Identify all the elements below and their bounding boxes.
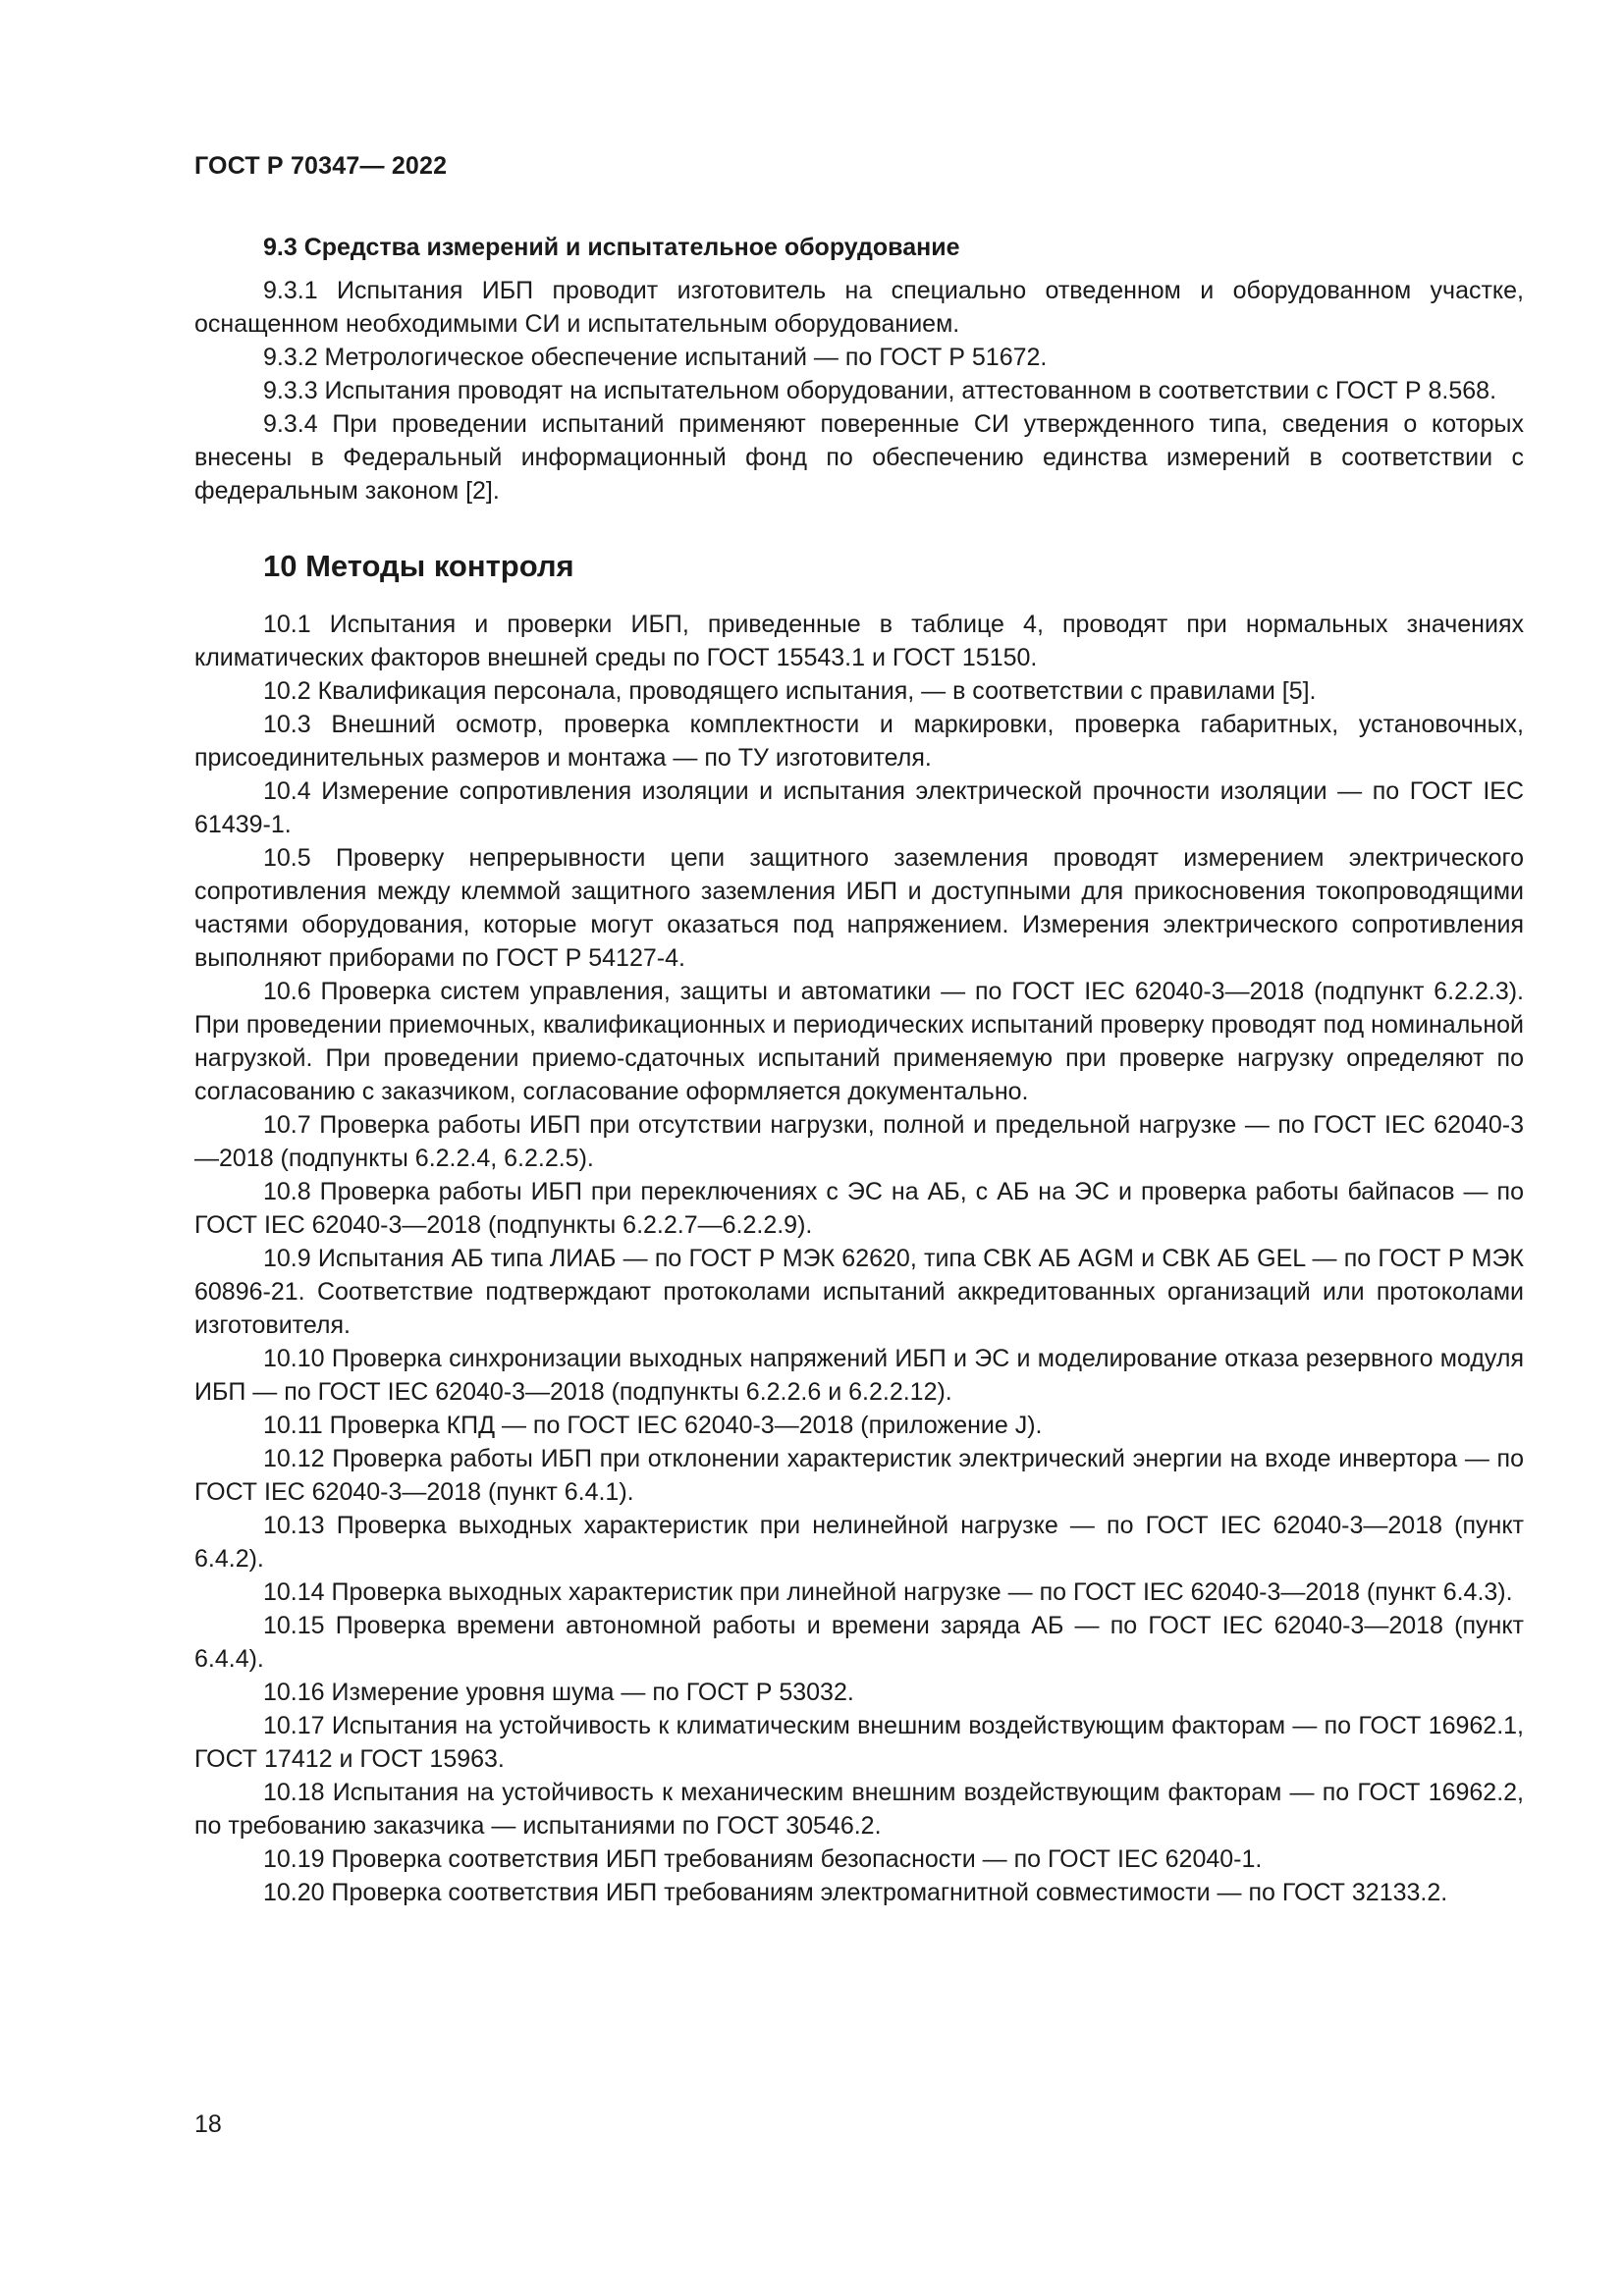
paragraph: 10.8 Проверка работы ИБП при переключениях с ЭС на АБ, с АБ на ЭС и проверка работы байпасов — по ГОСТ IEC 62040-3—2018 (подпункты 6.2.2.7—6.2.2.9). xyxy=(194,1178,1524,1239)
paragraph: 9.3.2 Метрологическое обеспечение испытаний — по ГОСТ Р 51672. xyxy=(263,344,1048,371)
paragraph: 10.4 Измерение сопротивления изоляции и испытания электрической прочности изоляции — по ГОСТ IEC 61439-1. xyxy=(194,777,1524,838)
paragraph: 10.11 Проверка КПД — по ГОСТ IEC 62040-3—2018 (приложение J). xyxy=(263,1412,1043,1439)
paragraph: 10.20 Проверка соответствия ИБП требованиям электромагнитной совместимости — по ГОСТ 32133.2. xyxy=(263,1879,1448,1906)
standard-code-header: ГОСТ Р 70347— 2022 xyxy=(194,152,448,180)
paragraph: 10.10 Проверка синхронизации выходных напряжений ИБП и ЭС и моделирование отказа резервного модуля ИБП — по ГОСТ IEC 62040-3—2018 (подпункты 6.2.2.6 и 6.2.2.12). xyxy=(194,1345,1524,1406)
page-number: 18 xyxy=(194,2110,222,2138)
paragraph: 10.6 Проверка систем управления, защиты и автоматики — по ГОСТ IEC 62040-3—2018 (подпункт 6.2.2.3). При проведении приемочных, квалификационных и периодических испытаний проверку проводят под номинальной нагрузкой. При проведении приемо-сдаточных испытаний применяемую при проверке нагрузку определяют по согласованию с заказчиком, согласование оформляется документально. xyxy=(194,978,1524,1105)
paragraph: 10.7 Проверка работы ИБП при отсутствии нагрузки, полной и предельной нагрузке — по ГОСТ IEC 62040-3—2018 (подпункты 6.2.2.4, 6.2.2.5). xyxy=(194,1111,1524,1172)
paragraph: 10.12 Проверка работы ИБП при отклонении характеристик электрический энергии на входе инвертора — по ГОСТ IEC 62040-3—2018 (пункт 6.4.1). xyxy=(194,1445,1524,1506)
paragraph: 10.9 Испытания АБ типа ЛИАБ — по ГОСТ Р МЭК 62620, типа СВК АБ AGM и СВК АБ GEL — по ГОСТ Р МЭК 60896-21. Соответствие подтверждают протоколами испытаний аккредитованных организаций или протоколами изготовителя. xyxy=(194,1245,1524,1339)
paragraph: 9.3.4 При проведении испытаний применяют поверенные СИ утвержденного типа, сведения о которых внесены в Федеральный информационный фонд по обеспечению единства измерений в соответствии с федеральным законом [2]. xyxy=(194,410,1524,505)
paragraph: 10.15 Проверка времени автономной работы и времени заряда АБ — по ГОСТ IEC 62040-3—2018 (пункт 6.4.4). xyxy=(194,1612,1524,1673)
paragraph: 10.19 Проверка соответствия ИБП требованиям безопасности — по ГОСТ IEC 62040-1. xyxy=(263,1845,1263,1873)
paragraph: 10.18 Испытания на устойчивость к механическим внешним воздействующим факторам — по ГОСТ 16962.2, по требованию заказчика — испытаниями по ГОСТ 30546.2. xyxy=(194,1779,1524,1840)
paragraph: 10.5 Проверку непрерывности цепи защитного заземления проводят измерением электрического сопротивления между клеммой защитного заземления ИБП и доступными для прикосновения токопроводящими частями оборудования, которые могут оказаться под напряжением. Измерения электрического сопротивления выполняют приборами по ГОСТ Р 54127-4. xyxy=(194,844,1524,972)
paragraph: 10.17 Испытания на устойчивость к климатическим внешним воздействующим факторам — по ГОСТ 16962.1, ГОСТ 17412 и ГОСТ 15963. xyxy=(194,1712,1524,1773)
paragraph: 10.1 Испытания и проверки ИБП, приведенные в таблице 4, проводят при нормальных значениях климатических факторов внешней среды по ГОСТ 15543.1 и ГОСТ 15150. xyxy=(194,611,1524,671)
paragraph: 10.2 Квалификация персонала, проводящего испытания, — в соответствии с правилами [5]. xyxy=(263,677,1317,705)
paragraph: 10.3 Внешний осмотр, проверка комплектности и маркировки, проверка габаритных, установочных, присоединительных размеров и монтажа — по ТУ изготовителя. xyxy=(194,711,1524,772)
page-content xyxy=(194,231,1524,1909)
paragraph: 9.3.3 Испытания проводят на испытательном оборудовании, аттестованном в соответствии с ГОСТ Р 8.568. xyxy=(263,377,1497,404)
paragraph: 10.16 Измерение уровня шума — по ГОСТ Р 53032. xyxy=(263,1679,854,1706)
subsection-title: 9.3 Средства измерений и испытательное оборудование xyxy=(263,234,960,261)
paragraph: 9.3.1 Испытания ИБП проводит изготовитель на специально отведенном и оборудованном участке, оснащенном необходимыми СИ и испытательным оборудованием. xyxy=(194,277,1524,338)
paragraph: 10.14 Проверка выходных характеристик при линейной нагрузке — по ГОСТ IEC 62040-3—2018 (пункт 6.4.3). xyxy=(263,1578,1513,1606)
paragraph: 10.13 Проверка выходных характеристик при нелинейной нагрузке — по ГОСТ IEC 62040-3—2018 (пункт 6.4.2). xyxy=(194,1512,1524,1573)
section-title: 10 Методы контроля xyxy=(263,549,574,583)
